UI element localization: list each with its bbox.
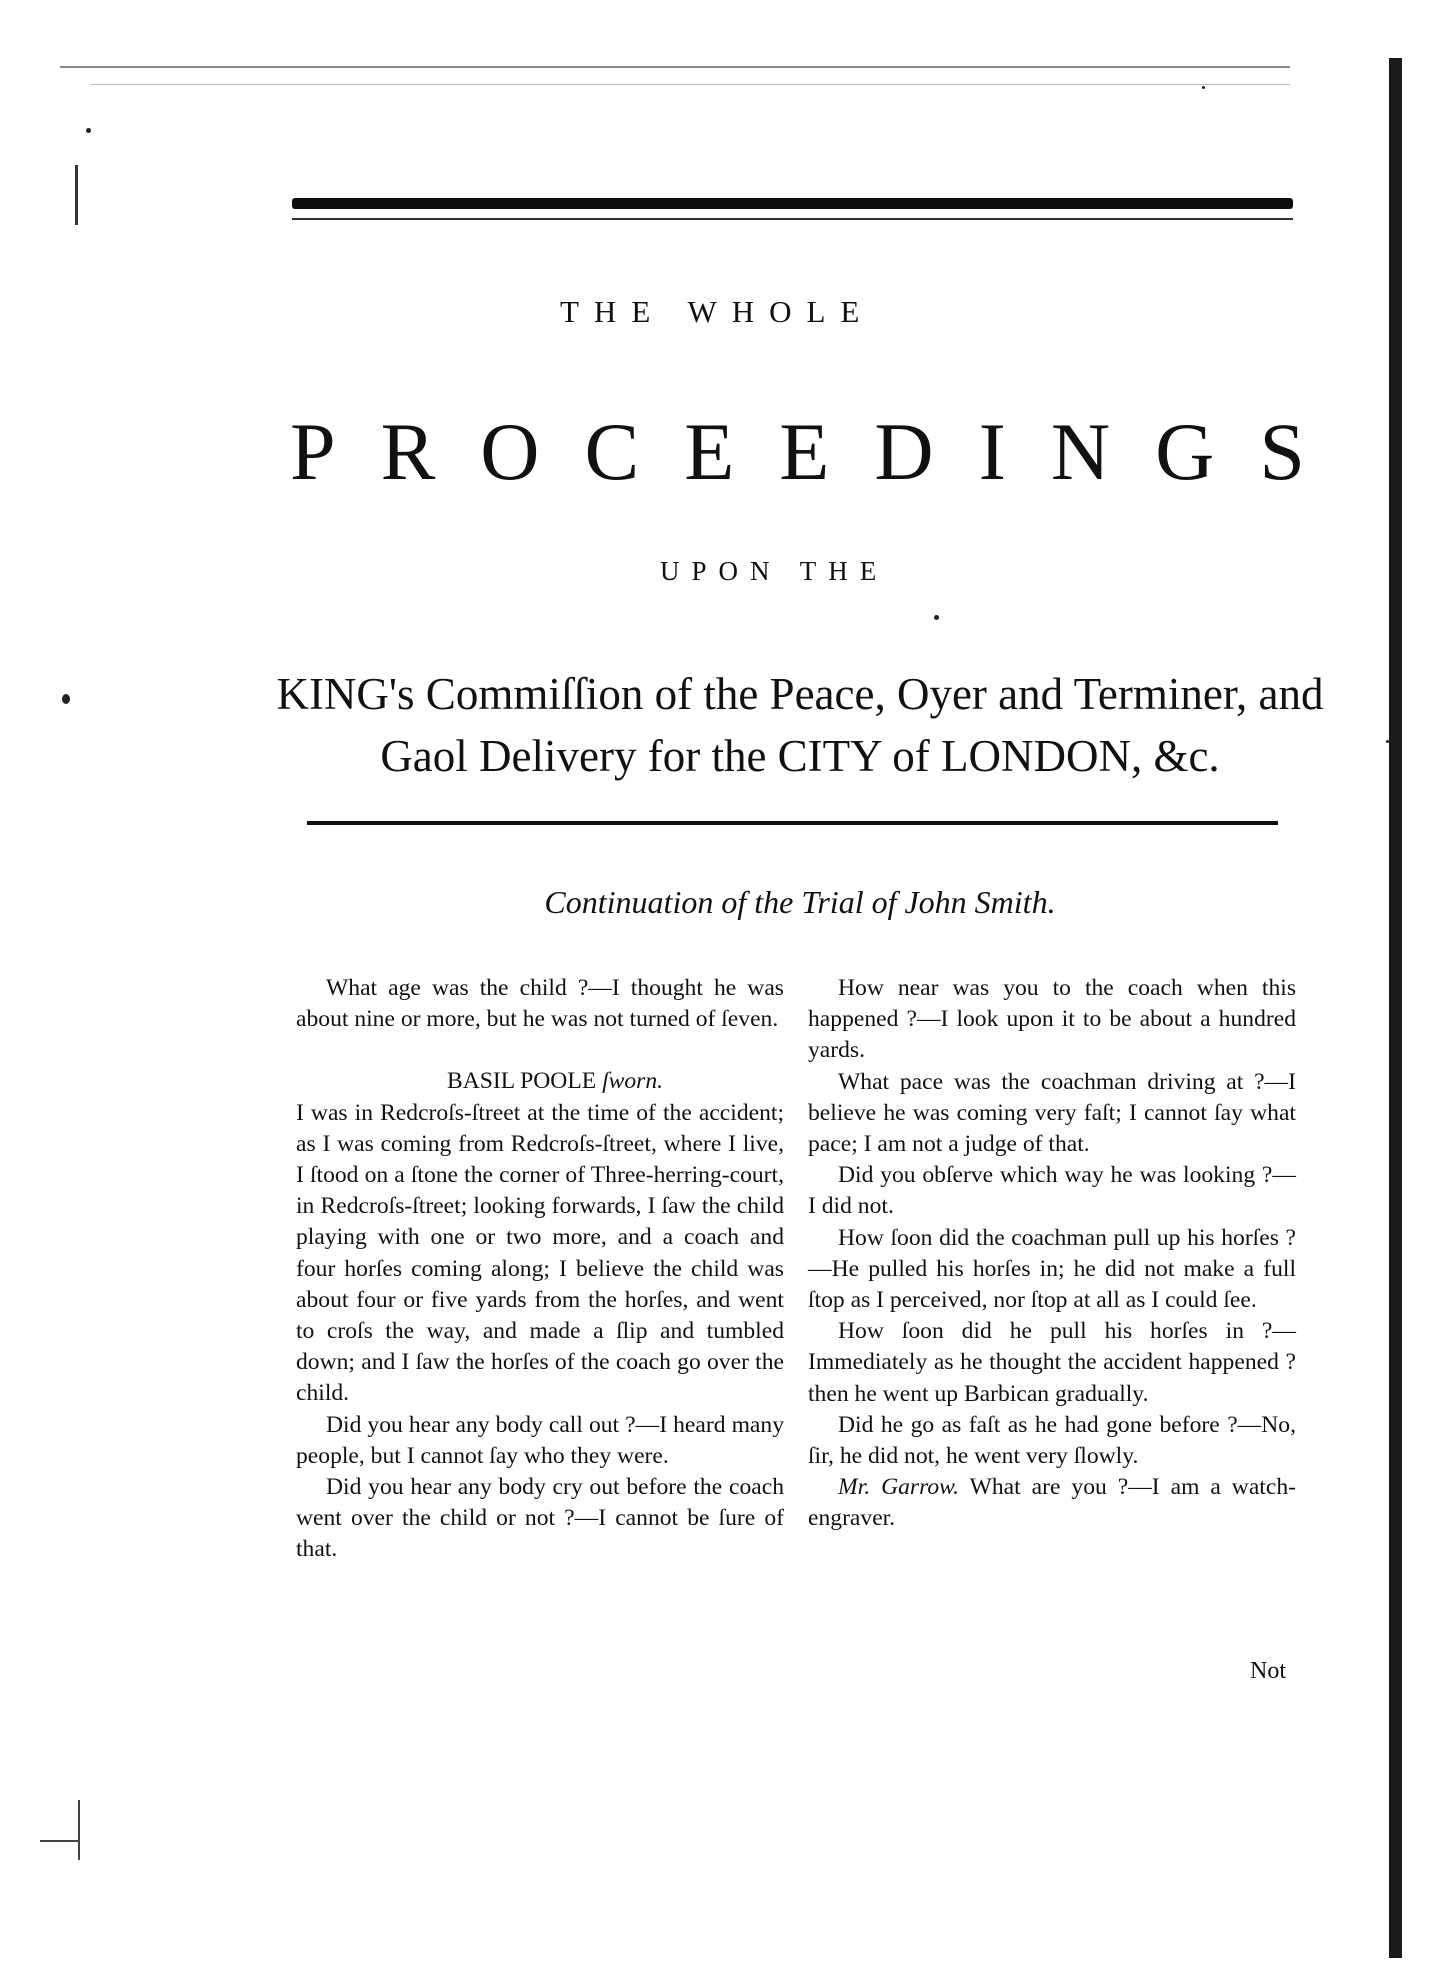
scan-edge-line xyxy=(60,66,1290,68)
scan-speck xyxy=(934,615,939,620)
paragraph: Did you hear any body call out ?—I heard many people, but I cannot ſay who they were. xyxy=(296,1411,784,1469)
scan-speck xyxy=(1386,740,1389,743)
paragraph: Did you hear any body cry out before the coach went over the child or not ?—I cannot be ſure of that. xyxy=(296,1474,784,1563)
paragraph: What pace was the coachman driving at ?—I believe he was coming very faſt; I cannot ſay what pace; I am not a judge of that. xyxy=(808,1068,1296,1158)
witness-sworn: ſworn. xyxy=(602,1068,664,1095)
scan-binding-shadow xyxy=(1389,58,1402,1958)
scan-edge-line xyxy=(90,84,1290,85)
speaker-name: Mr. Garrow. xyxy=(838,1474,960,1501)
catchword: Not xyxy=(1250,1658,1286,1684)
section-divider xyxy=(307,821,1278,825)
witness-heading xyxy=(326,1066,784,1097)
section-title: Continuation of the Trial of John Smith. xyxy=(544,884,1056,920)
commission-line-1: KING's Commiſſion of the Peace, Oyer and Terminer, and xyxy=(276,669,1324,719)
text-column-right xyxy=(808,973,1296,1535)
scan-edge-mark xyxy=(75,165,78,225)
paragraph: How ſoon did he pull his horſes in ?—Immediately as he thought the accident happened ? then he went up Barbican gradually. xyxy=(808,1318,1296,1407)
witness-name: BASIL POOLE xyxy=(446,1068,597,1095)
scan-edge-mark xyxy=(40,1840,80,1842)
text-column-left xyxy=(296,973,784,1566)
commission-line-2: Gaol Delivery for the CITY of LONDON, &c. xyxy=(380,731,1220,781)
scan-speck xyxy=(1202,86,1205,89)
header-thin-rule xyxy=(292,218,1293,220)
scan-edge-mark xyxy=(78,1800,80,1860)
paragraph: How near was you to the coach when this happened ?—I look upon it to be about a hundred yards. xyxy=(808,975,1296,1064)
speaker-text: What are you ?—I am a watch-engraver. xyxy=(808,1474,1296,1532)
title-upon-the: UPON THE xyxy=(660,556,889,586)
paragraph xyxy=(808,1472,1296,1534)
header-thick-rule xyxy=(292,198,1293,209)
paragraph: What age was the child ?—I thought he was about nine or more, but he was not turned of ſeven. xyxy=(296,975,784,1033)
paragraph: Did you obſerve which way he was looking ?—I did not. xyxy=(808,1162,1296,1220)
paragraph: How ſoon did the coachman pull up his horſes ?—He pulled his horſes in; he did not make a full ſtop as I perceived, nor ſtop at all as I could ſee. xyxy=(808,1224,1296,1314)
title-proceedings: PROCEEDINGS xyxy=(290,406,1350,497)
paragraph: I was in Redcroſs-ſtreet at the time of the accident; as I was coming from Redcroſs-ſtreet, where I live, I ſtood on a ſtone the corner of Three-herring-court, in Redcroſs-ſtreet; looking forwards, I ſaw the child playing with one or two more, and a coach and four horſes coming along; I believe the child was about four or five yards from the horſes, and went to croſs the way, and made a ſlip and tumbled down; and I ſaw the horſes of the coach go over the child. xyxy=(296,1099,784,1407)
scan-speck xyxy=(62,694,70,704)
title-the-whole: THE WHOLE xyxy=(560,294,875,329)
commission-heading xyxy=(270,663,1330,787)
scan-speck xyxy=(86,128,91,133)
paragraph: Did he go as faſt as he had gone before ?—No, ſir, he did not, he went very ſlowly. xyxy=(808,1411,1296,1470)
